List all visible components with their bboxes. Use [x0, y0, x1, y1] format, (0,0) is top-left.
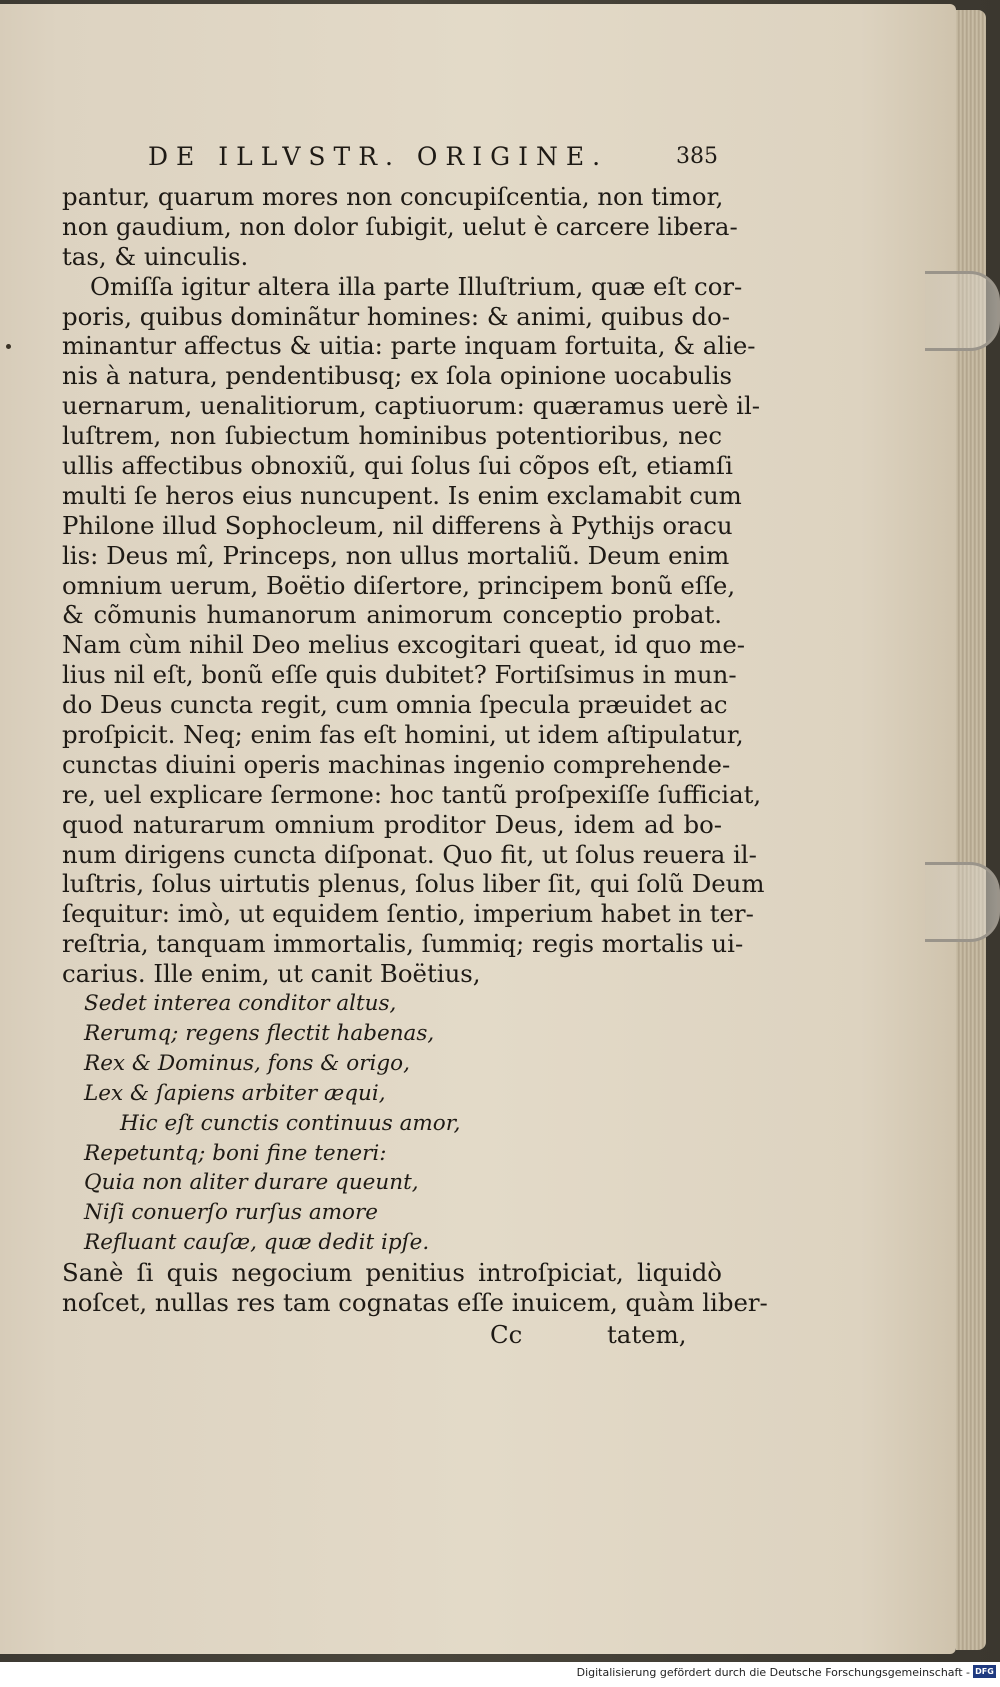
verse-line: Refluant cauſæ, quæ dedit ipſe.: [84, 1230, 430, 1256]
text-line: proſpicit. Neq; enim fas eſt homini, ut idem aſtipulatur,: [62, 720, 744, 750]
running-title: DE ILLVSTR. ORIGINE.: [148, 142, 609, 171]
text-line: reſtria, tanquam immortalis, ſummiq; regis mortalis ui-: [62, 929, 744, 959]
text-line: luſtrem, non ſubiectum hominibus potentioribus, nec: [62, 421, 722, 451]
text-line: carius. Ille enim, ut canit Boëtius,: [62, 959, 481, 989]
text-line: ſequitur: imò, ut equidem ſentio, imperium habet in ter-: [62, 899, 754, 929]
dfg-logo-icon: DFG: [973, 1665, 996, 1678]
verse-line: Rerumq; regens flectit habenas,: [84, 1020, 435, 1046]
text-line: Philone illud Sophocleum, nil differens à Pythijs oracu: [62, 510, 733, 540]
verse-quotation: [62, 989, 722, 1258]
text-line: Nam cùm nihil Deo melius excogitari queat, id quo me-: [62, 630, 745, 660]
text-line: tas, & uinculis.: [62, 241, 249, 271]
text-line: luſtris, ſolus uirtutis plenus, ſolus liber ſit, qui ſolũ Deum: [62, 869, 765, 899]
text-line: do Deus cuncta regit, cum omnia ſpecula præuidet ac: [62, 690, 728, 720]
signature-mark: Cc: [490, 1319, 523, 1349]
text-line: quod naturarum omnium proditor Deus, idem ad bo-: [62, 809, 722, 839]
verse-line: Niſi conuerſo rurſus amore: [84, 1200, 378, 1226]
verse-line: Lex & ſapiens arbiter æqui,: [84, 1080, 386, 1106]
text-block: [62, 142, 768, 1352]
text-line: non gaudium, non dolor ſubigit, uelut è carcere libera-: [62, 211, 738, 241]
text-line: Omiſſa igitur altera illa parte Illuſtrium, quæ eſt cor-: [90, 271, 743, 301]
text-line: cunctas diuini operis machinas ingenio comprehende-: [62, 749, 731, 779]
verse-line: Hic eſt cunctis continuus amor,: [120, 1110, 461, 1136]
text-line: & cõmunis humanorum animorum conceptio probat.: [62, 600, 722, 630]
verse-line: Sedet interea conditor altus,: [84, 991, 397, 1017]
text-line: uernarum, uenalitiorum, captiuorum: quæramus uerè il-: [62, 391, 761, 421]
text-line: re, uel explicare ſermone: hoc tantũ proſpexiſſe ſufficiat,: [62, 779, 762, 809]
page-clip-bottom: [925, 862, 1000, 942]
text-line: noſcet, nullas res tam cognatas eſſe inuicem, quàm liber-: [62, 1287, 768, 1317]
page-number: 385: [676, 144, 718, 169]
closing-paragraph: [62, 1258, 768, 1318]
page-stack-edges: [956, 10, 986, 1650]
catch-line: [62, 1318, 722, 1352]
body-paragraphs: [62, 182, 765, 989]
verse-line: Rex & Dominus, fons & origo,: [84, 1050, 410, 1076]
text-line: multi ſe heros eius nuncupent. Is enim exclamabit cum: [62, 480, 742, 510]
text-line: Sanè ſi quis negocium penitius introſpiciat, liquidò: [62, 1258, 722, 1288]
running-head: [62, 142, 722, 182]
text-line: pantur, quarum mores non concupiſcentia, non timor,: [62, 182, 724, 211]
ink-spot: [6, 344, 11, 349]
text-line: num dirigens cuncta diſponat. Quo fit, ut ſolus reuera il-: [62, 839, 757, 869]
verse-line: Repetuntq; boni fine teneri:: [84, 1140, 387, 1166]
text-line: nis à natura, pendentibusq; ex ſola opinione uocabulis: [62, 361, 733, 391]
text-line: minantur affectus & uitia: parte inquam fortuita, & alie-: [62, 331, 756, 361]
text-line: poris, quibus dominãtur homines: & animi, quibus do-: [62, 301, 731, 331]
text-line: omnium uerum, Boëtio diſertore, principem bonũ eſſe,: [62, 570, 736, 600]
verse-line: Quia non aliter durare queunt,: [84, 1170, 419, 1196]
page-clip-top: [925, 271, 1000, 351]
text-line: lis: Deus mî, Princeps, non ullus mortaliũ. Deum enim: [62, 540, 730, 570]
digitization-footer: [0, 1662, 1000, 1687]
catchword: tatem,: [607, 1319, 687, 1349]
text-line: lius nil eſt, bonũ eſſe quis dubitet? Fortiſsimus in mun-: [62, 660, 737, 690]
text-line: ullis affectibus obnoxiũ, qui ſolus ſui cõpos eſt, etiamſi: [62, 451, 733, 481]
footer-credit: Digitalisierung gefördert durch die Deutsche Forschungsgemeinschaft -: [576, 1666, 970, 1679]
